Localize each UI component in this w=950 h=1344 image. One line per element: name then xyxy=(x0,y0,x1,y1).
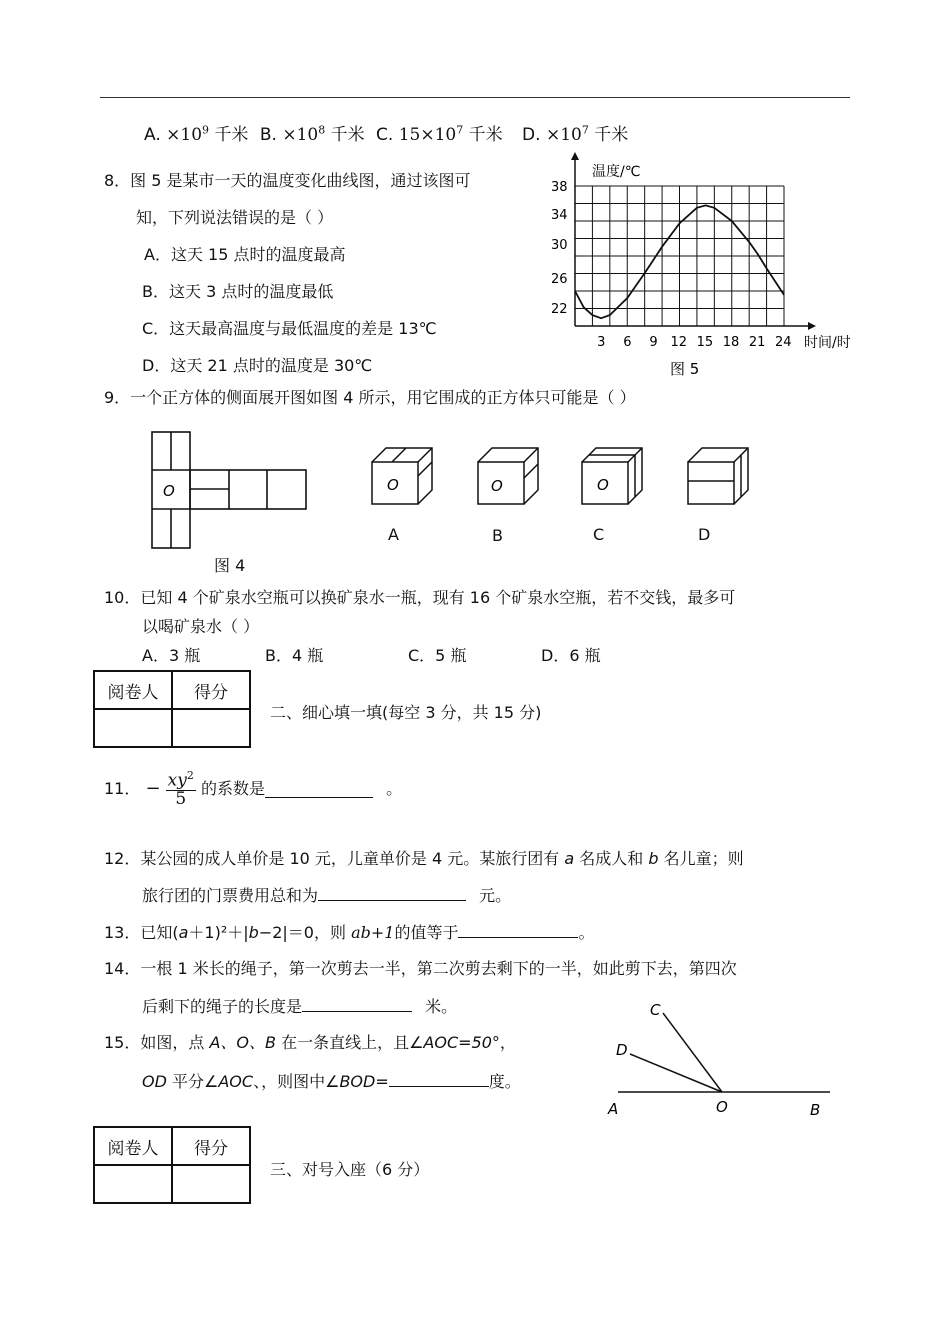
temperature-chart xyxy=(540,152,860,382)
chart-ticks xyxy=(551,180,792,350)
section3-title: 三、对号入座（6 分） xyxy=(270,1160,430,1179)
q15-line2 xyxy=(142,1068,521,1092)
q15-text: 平分∠ xyxy=(166,1072,219,1091)
q12-text: 旅行团的门票费用总和为 xyxy=(142,886,319,905)
q8-option-c: C．这天最高温度与最低温度的差是 13℃ xyxy=(142,319,437,338)
cube-b xyxy=(478,448,538,504)
q12-var-a: a xyxy=(564,849,575,868)
q11-denominator: 5 xyxy=(175,788,187,809)
option-exp: 7 xyxy=(581,123,589,137)
option-exp: 7 xyxy=(456,123,464,137)
cube-label-d: D xyxy=(698,525,711,544)
q15-text: 15．如图，点 xyxy=(104,1033,210,1052)
numerator-text: xy xyxy=(167,770,187,791)
cube-net-figure xyxy=(150,430,320,560)
x-tick-label: 18 xyxy=(722,335,740,350)
grade-box-section2 xyxy=(93,670,251,748)
cube-options xyxy=(368,444,768,524)
q12-text: 名儿童；则 xyxy=(658,849,744,868)
q15-line1 xyxy=(104,1030,516,1053)
q8-stem-line2: 知，下列说法错误的是（ ） xyxy=(136,208,334,227)
q13-text: 13．已知( xyxy=(104,923,179,942)
score-cell[interactable] xyxy=(172,709,250,747)
q7-option-a xyxy=(144,125,254,145)
q14-text: 后剩下的绳子的长度是 xyxy=(142,997,303,1016)
grade-box-section3 xyxy=(93,1126,251,1204)
option-mult: 15×10 xyxy=(398,125,457,145)
x-tick-label: 15 xyxy=(696,335,714,350)
option-letter: D. xyxy=(522,125,541,145)
x-axis-arrow xyxy=(808,322,816,330)
q7-options xyxy=(144,120,628,145)
score-label: 得分 xyxy=(172,671,250,709)
q11 xyxy=(104,770,402,808)
label-o: O xyxy=(716,1098,728,1116)
x-tick-label: 12 xyxy=(670,335,688,350)
q10-option-c: C．5 瓶 xyxy=(408,646,467,665)
numerator-exponent: 2 xyxy=(186,769,194,782)
q8-stem-line1: 8．图 5 是某市一天的温度变化曲线图，通过该图可 xyxy=(104,171,471,190)
q11-fraction xyxy=(166,770,196,808)
score-label: 得分 xyxy=(172,1127,250,1165)
q15-od: OD xyxy=(142,1072,167,1091)
y-tick-label: 22 xyxy=(551,302,568,317)
q13-expression: ab+1 xyxy=(351,923,395,942)
q10-option-b: B．4 瓶 xyxy=(265,646,324,665)
reviewer-label: 阅卷人 xyxy=(94,671,172,709)
y-tick-label: 38 xyxy=(551,180,568,195)
cube-label-c: C xyxy=(593,525,605,544)
q11-answer-blank[interactable] xyxy=(265,779,373,798)
y-tick-label: 34 xyxy=(551,208,568,223)
q14-line2 xyxy=(142,993,457,1017)
y-tick-label: 26 xyxy=(551,272,568,287)
q11-end: 。 xyxy=(386,778,403,798)
y-tick-label: 30 xyxy=(551,238,568,253)
q15-text: 、，则图中∠ xyxy=(253,1072,340,1091)
q8-option-d: D．这天 21 点时的温度是 30℃ xyxy=(142,356,373,375)
option-unit: 千米 xyxy=(594,125,629,145)
reviewer-cell[interactable] xyxy=(94,1165,172,1203)
option-letter: B. xyxy=(259,125,277,145)
option-letter: C. xyxy=(376,125,394,145)
x-axis-label: 时间/时 xyxy=(804,335,851,351)
option-exp: 8 xyxy=(318,123,326,137)
q10-stem-line2: 以喝矿泉水（ ） xyxy=(142,617,260,636)
x-tick-label: 3 xyxy=(597,335,606,350)
q15-points: A、O、B xyxy=(209,1033,276,1052)
net-symbol: O xyxy=(163,482,175,500)
q12-line2 xyxy=(142,882,511,906)
q11-minus: − xyxy=(145,777,161,799)
reviewer-cell[interactable] xyxy=(94,709,172,747)
y-axis-label: 温度/℃ xyxy=(592,164,641,180)
cube-d xyxy=(688,448,748,504)
q13-var-b: b xyxy=(248,923,259,942)
q13-answer-blank[interactable] xyxy=(458,919,578,938)
q10-stem-line1: 10．已知 4 个矿泉水空瓶可以换矿泉水一瓶，现有 16 个矿泉水空瓶，若不交钱，最多可 xyxy=(104,588,736,607)
q10-option-a: A．3 瓶 xyxy=(142,646,201,665)
label-a: A xyxy=(608,1100,619,1118)
cube-a xyxy=(372,448,432,504)
figure-4-caption: 图 4 xyxy=(214,556,246,575)
score-cell[interactable] xyxy=(172,1165,250,1203)
q13-text: −2|＝0，则 xyxy=(258,923,352,942)
q15-end: 度。 xyxy=(488,1072,521,1091)
q12-line1 xyxy=(104,846,744,869)
reviewer-label: 阅卷人 xyxy=(94,1127,172,1165)
q13-end: 。 xyxy=(578,923,595,942)
q11-text: 的系数是 xyxy=(200,778,265,798)
q15-bod: BOD= xyxy=(339,1072,389,1091)
q15-text: 在一条直线上，且∠ xyxy=(275,1033,424,1052)
option-mult: ×10 xyxy=(166,125,203,145)
x-tick-label: 6 xyxy=(623,335,632,350)
q14-line1: 14．一根 1 米长的绳子，第一次剪去一半，第二次剪去剩下的一半，如此剪下去，第四次 xyxy=(104,959,737,978)
q13-text: 的值等于 xyxy=(394,923,459,942)
cube-a-symbol: O xyxy=(387,476,399,494)
option-mult: ×10 xyxy=(282,125,319,145)
q9-stem: 9．一个正方体的侧面展开图如图 4 所示，用它围成的正方体只可能是（ ） xyxy=(104,388,636,407)
x-tick-label: 21 xyxy=(748,335,766,350)
q8-option-a: A．这天 15 点时的温度最高 xyxy=(144,245,346,264)
q15-aoc: AOC xyxy=(218,1072,254,1091)
label-c: C xyxy=(650,1001,661,1019)
q11-number: 11． xyxy=(104,778,141,798)
q12-unit: 元。 xyxy=(479,886,512,905)
y-axis-arrow xyxy=(571,152,579,160)
q15-text: ， xyxy=(499,1033,516,1052)
q14-unit: 米。 xyxy=(425,997,458,1016)
q13 xyxy=(104,919,594,943)
q10-option-d: D．6 瓶 xyxy=(541,646,601,665)
angle-figure xyxy=(600,995,840,1125)
label-b: B xyxy=(810,1101,821,1119)
cube-label-b: B xyxy=(492,526,503,545)
option-unit: 千米 xyxy=(468,125,503,145)
q11-numerator xyxy=(166,770,196,791)
q7-option-d xyxy=(522,125,628,145)
section2-title: 二、细心填一填(每空 3 分，共 15 分) xyxy=(270,703,542,722)
q15-angle: AOC=50° xyxy=(423,1033,500,1052)
option-unit: 千米 xyxy=(214,125,249,145)
q12-var-b: b xyxy=(648,849,659,868)
label-d: D xyxy=(616,1041,628,1059)
x-tick-label: 24 xyxy=(775,335,792,350)
q13-text: ＋1)²＋| xyxy=(188,923,249,942)
q7-option-b xyxy=(260,125,370,145)
x-tick-label: 9 xyxy=(649,335,658,350)
option-mult: ×10 xyxy=(545,125,582,145)
chart-grid xyxy=(575,186,784,326)
option-letter: A. xyxy=(144,125,161,145)
cube-label-a: A xyxy=(388,525,399,544)
top-rule xyxy=(100,97,850,98)
option-exp: 9 xyxy=(202,123,210,137)
cube-c xyxy=(582,448,642,504)
q7-option-c xyxy=(376,125,508,145)
q12-answer-blank[interactable] xyxy=(318,882,466,901)
option-unit: 千米 xyxy=(330,125,365,145)
chart-caption: 图 5 xyxy=(670,360,700,378)
q13-var-a: a xyxy=(178,923,189,942)
cube-b-symbol: O xyxy=(491,477,503,495)
q8-option-b: B．这天 3 点时的温度最低 xyxy=(142,282,334,301)
q12-text: 名成人和 xyxy=(574,849,649,868)
q12-text: 12．某公园的成人单价是 10 元，儿童单价是 4 元。某旅行团有 xyxy=(104,849,565,868)
cube-c-symbol: O xyxy=(597,476,609,494)
q14-answer-blank[interactable] xyxy=(302,993,412,1012)
q15-answer-blank[interactable] xyxy=(389,1068,489,1087)
